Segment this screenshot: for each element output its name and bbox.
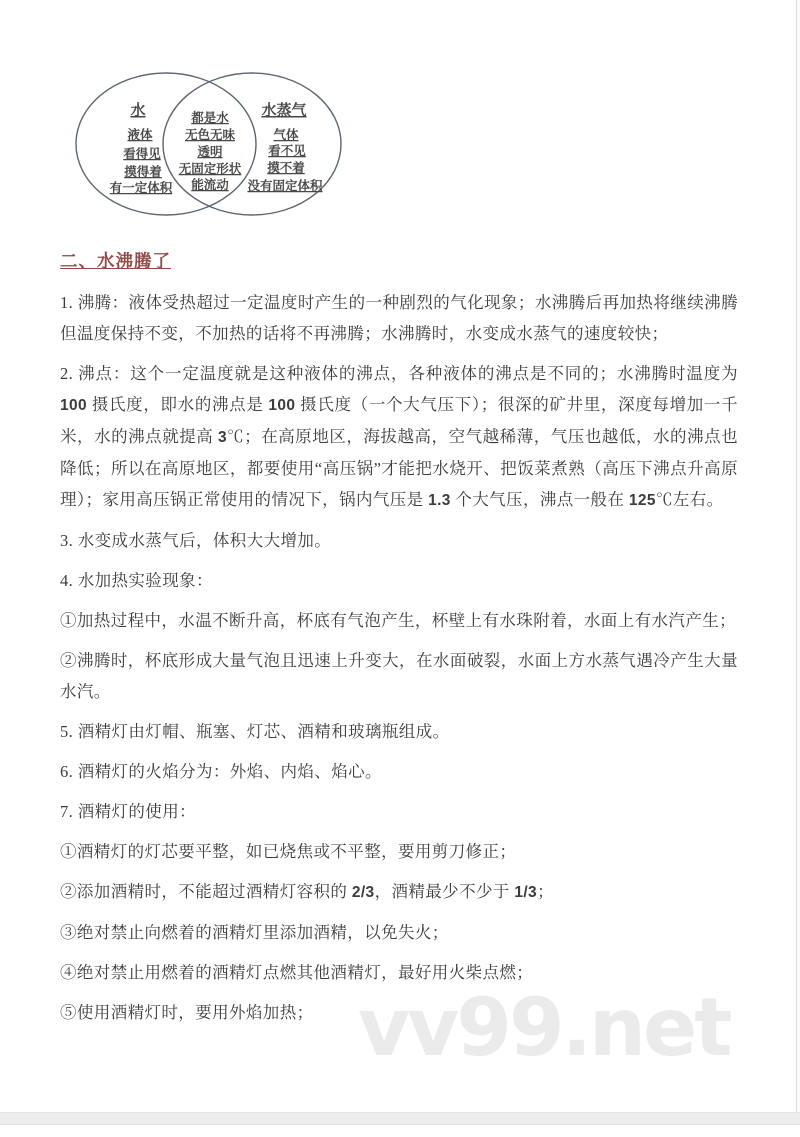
venn-left-item: 摸得着 — [124, 165, 162, 179]
paragraph-6: ②沸腾时，杯底形成大量气泡且迅速上升变大，在水面破裂，水面上方水蒸气遇冷产生大量水汽。 — [60, 651, 738, 701]
venn-left-title: 水 — [130, 103, 146, 119]
paragraph-14: ⑤使用酒精灯时，要用外焰加热； — [60, 1003, 314, 1022]
paragraph-13: ④绝对禁止用燃着的酒精灯点燃其他酒精灯，最好用火柴点燃； — [60, 963, 534, 982]
venn-middle-item: 都是水 — [191, 111, 229, 125]
venn-right-title: 水蒸气 — [261, 103, 307, 119]
paragraph-7: 5. 酒精灯由灯帽、瓶塞、灯芯、酒精和玻璃瓶组成。 — [60, 722, 450, 741]
paragraph-5: ①加热过程中，水温不断升高，杯底有气泡产生，杯壁上有水珠附着，水面上有水汽产生； — [60, 611, 736, 630]
paragraph-10: ①酒精灯的灯芯要平整，如已烧焦或不平整，要用剪刀修正； — [60, 842, 517, 861]
venn-left-item: 看得见 — [123, 147, 161, 161]
paragraph-1: 1. 沸腾：液体受热超过一定温度时产生的一种剧烈的气化现象；水沸腾后再加热将继续沸腾但温度保持不变，不加热的话将不再沸腾；水沸腾时，水变成水蒸气的速度较快； — [60, 293, 738, 343]
page-right-edge-line — [796, 0, 797, 1112]
watermark: vv99.net — [358, 981, 730, 1074]
venn-right-item: 看不见 — [268, 144, 306, 158]
document-content — [0, 62, 800, 1028]
venn-right-item: 气体 — [273, 128, 299, 142]
paragraph-3: 3. 水变成水蒸气后，体积大大增加。 — [60, 531, 332, 550]
paragraph-11: ②添加酒精时，不能超过酒精灯容积的 2/3，酒精最少不少于 1/3； — [60, 882, 554, 901]
section-heading: 二、水沸腾了 — [60, 251, 171, 271]
venn-right-circle — [163, 73, 341, 215]
paragraph-2: 2. 沸点：这个一定温度就是这种液体的沸点，各种液体的沸点是不同的；水沸腾时温度为 100 摄氏度，即水的沸点是 100 摄氏度（一个大气压下）；很深的矿井里，深度每增加一千米，水的沸点就提高 3℃；在高原地区，海拔越高，空气越稀薄，气压也越低，水的沸点也降低；所以在高原地区，都要使用“高压锅”才能把水烧开、把饭菜煮熟（高压下沸点升高原理）；家用高压锅正常使用的情况下，锅内气压是 1.3 个大气压，沸点一般在 125℃左右。 — [60, 364, 739, 509]
venn-left-item: 有一定体积 — [109, 181, 173, 195]
paragraph-12: ③绝对禁止向燃着的酒精灯里添加酒精，以免失火； — [60, 923, 449, 942]
venn-middle-item: 无色无味 — [184, 128, 236, 142]
paragraph-4: 4. 水加热实验现象： — [60, 571, 213, 590]
venn-middle-item: 能流动 — [191, 178, 229, 192]
venn-left-item: 液体 — [127, 128, 153, 142]
venn-diagram — [58, 62, 350, 222]
page-break-band — [0, 1112, 800, 1125]
venn-right-item: 摸不着 — [267, 161, 305, 175]
paragraph-9: 7. 酒精灯的使用： — [60, 802, 196, 821]
paragraph-8: 6. 酒精灯的火焰分为：外焰、内焰、焰心。 — [60, 762, 382, 781]
venn-right-item: 没有固定体积 — [247, 179, 323, 193]
venn-middle-item: 无固定形状 — [178, 162, 242, 176]
venn-middle-item: 透明 — [197, 145, 223, 159]
